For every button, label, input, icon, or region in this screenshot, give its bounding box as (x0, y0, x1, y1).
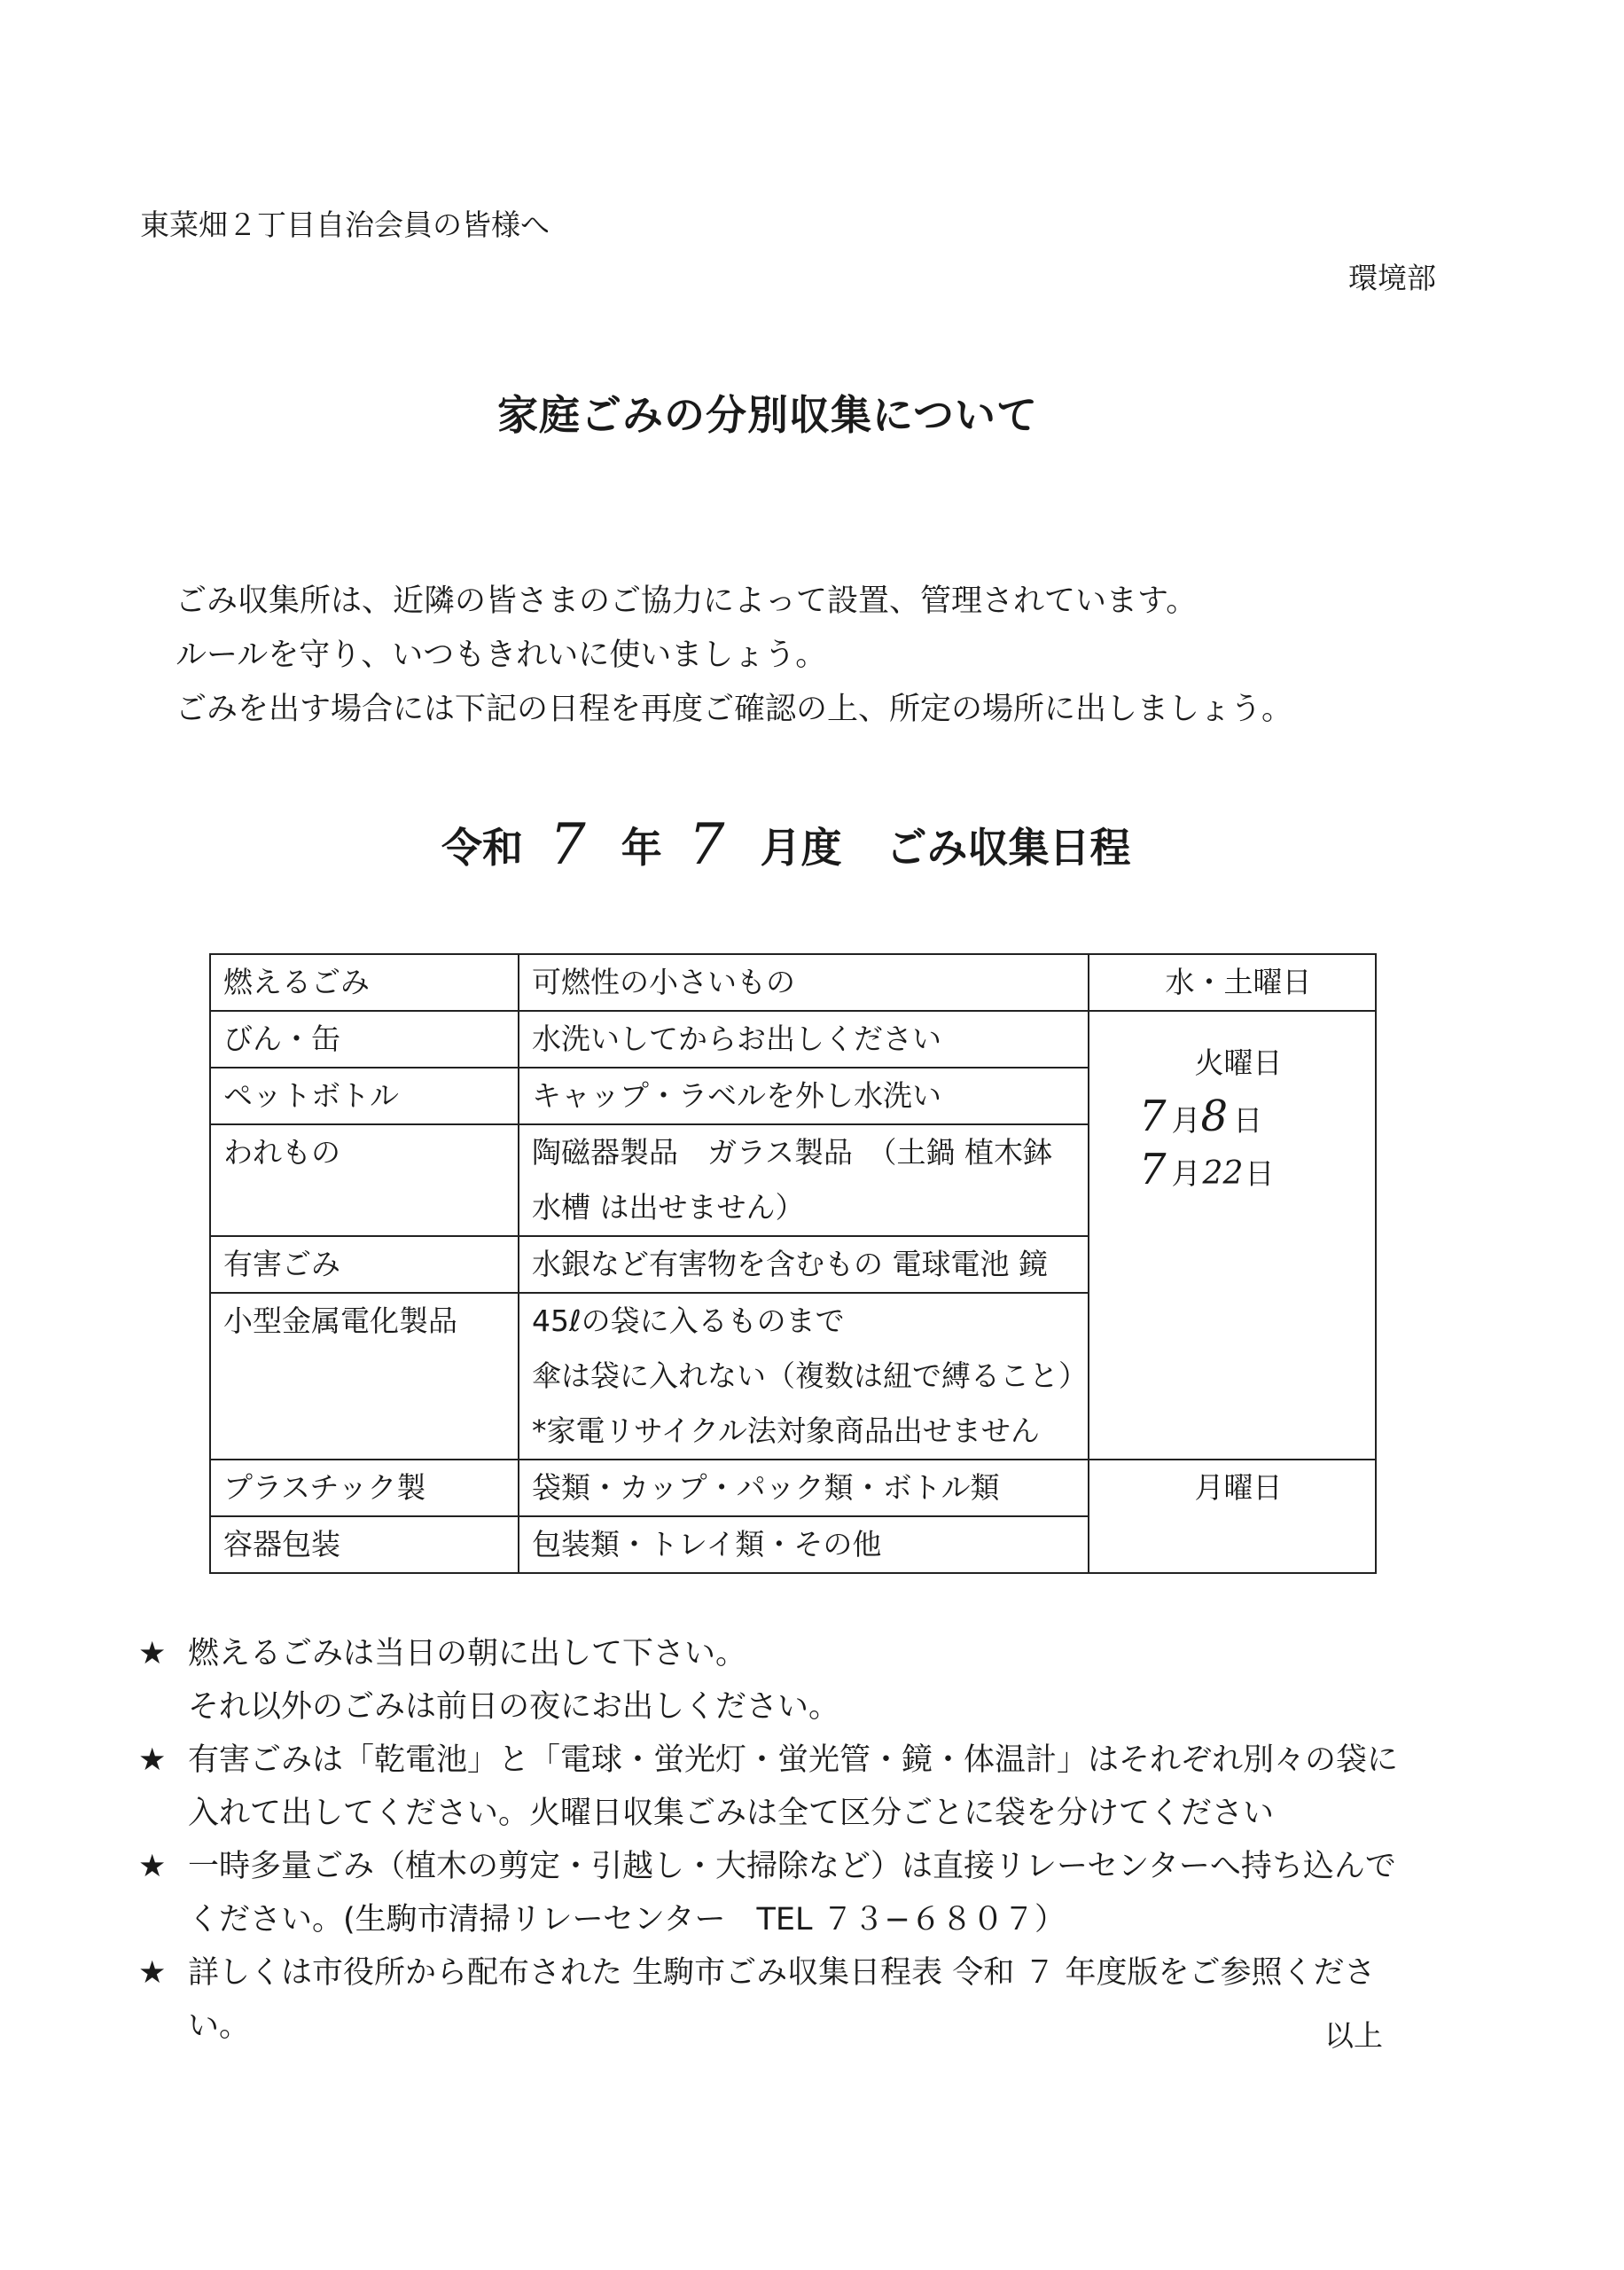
note-line: ください。(生駒市清掃リレーセンター TEL ７３−６８０７） (188, 1902, 1066, 1937)
schedule-year-handwritten: 7 (550, 812, 586, 878)
description-cell: 陶磁器製品 ガラス製品 （土鍋 植木鉢 水槽 は出せません） (519, 1124, 1089, 1236)
note-line: それ以外のごみは前日の夜にお出しください。 (188, 1689, 840, 1725)
schedule-title (441, 812, 1130, 878)
table-row (210, 1011, 1376, 1068)
category-cell: プラスチック製 (210, 1460, 519, 1516)
collection-schedule-table (209, 953, 1377, 1574)
schedule-era: 令和 (441, 824, 523, 872)
star-icon: ★ (138, 1849, 167, 1884)
table-row (210, 1460, 1376, 1516)
department: 環境部 (1348, 261, 1436, 295)
description-cell: 水銀など有害物を含むもの 電球電池 鏡 (519, 1236, 1089, 1293)
note-item (138, 1627, 1398, 1734)
description-cell: 袋類・カップ・パック類・ボトル類 (519, 1460, 1089, 1516)
note-item (138, 1840, 1398, 1946)
description-cell: 45ℓの袋に入るものまで 傘は袋に入れない（複数は紐で縛ること） *家電リサイクル法対象商品出せません (519, 1293, 1089, 1460)
star-icon: ★ (138, 1636, 167, 1671)
description-cell: 水洗いしてからお出しください (519, 1011, 1089, 1068)
note-line: 入れて出してください。火曜日収集ごみは全て区分ごとに袋を分けてください (188, 1796, 1275, 1831)
category-cell: ペットボトル (210, 1068, 519, 1124)
intro-line: ごみ収集所は、近隣の皆さまのご協力によって設置、管理されています。 (176, 583, 1198, 619)
monday-day-cell: 月曜日 (1089, 1460, 1376, 1573)
description-cell: 包装類・トレイ類・その他 (519, 1516, 1089, 1573)
intro-line: ルールを守り、いつもきれいに使いましょう。 (176, 638, 827, 673)
category-cell: 小型金属電化製品 (210, 1293, 519, 1460)
tuesday-day-cell (1089, 1011, 1376, 1460)
note-line: 有害ごみは「乾電池」と「電球・蛍光灯・蛍光管・鏡・体温計」はそれぞれ別々の袋に (188, 1742, 1399, 1778)
note-line: 燃えるごみは当日の朝に出して下さい。 (188, 1636, 747, 1671)
closing-mark: 以上 (1324, 2018, 1383, 2053)
schedule-month-suffix: 月度 (760, 824, 842, 872)
handwritten-date: 7 月 22 日 (1139, 1145, 1275, 1194)
note-line: 一時多量ごみ（植木の剪定・引越し・大掃除など）は直接リレーセンターへ持ち込んで (188, 1849, 1396, 1884)
schedule-month-handwritten: 7 (688, 812, 725, 878)
page-title: 家庭ごみの分別収集について (496, 391, 1039, 439)
category-cell: 有害ごみ (210, 1236, 519, 1293)
notes-list (138, 1627, 1398, 2053)
tuesday-label: 火曜日 (1194, 1045, 1283, 1080)
category-cell: われもの (210, 1124, 519, 1236)
schedule-year-suffix: 年 (621, 824, 662, 872)
addressee: 東菜畑２丁目自治会員の皆様へ (140, 207, 550, 242)
category-cell: 容器包装 (210, 1516, 519, 1573)
note-item (138, 1734, 1398, 1840)
table-row (210, 954, 1376, 1011)
schedule-label: ごみ収集日程 (886, 824, 1131, 872)
star-icon: ★ (138, 1742, 167, 1778)
note-item (138, 1946, 1398, 2053)
intro-line: ごみを出す場合には下記の日程を再度ご確認の上、所定の場所に出しましょう。 (176, 692, 1293, 727)
description-cell: キャップ・ラベルを外し水洗い (519, 1068, 1089, 1124)
description-cell: 可燃性の小さいもの (519, 954, 1089, 1011)
star-icon: ★ (138, 1955, 167, 1991)
handwritten-date: 7 月 8 日 (1139, 1092, 1263, 1141)
category-cell: びん・缶 (210, 1011, 519, 1068)
category-cell: 燃えるごみ (210, 954, 519, 1011)
note-line: い。 (188, 2008, 251, 2044)
note-line: 詳しくは市役所から配布された 生駒市ごみ収集日程表 令和 ７ 年度版をご参照くださ (188, 1955, 1376, 1991)
day-cell: 水・土曜日 (1089, 954, 1376, 1011)
intro-paragraph (176, 575, 1292, 737)
